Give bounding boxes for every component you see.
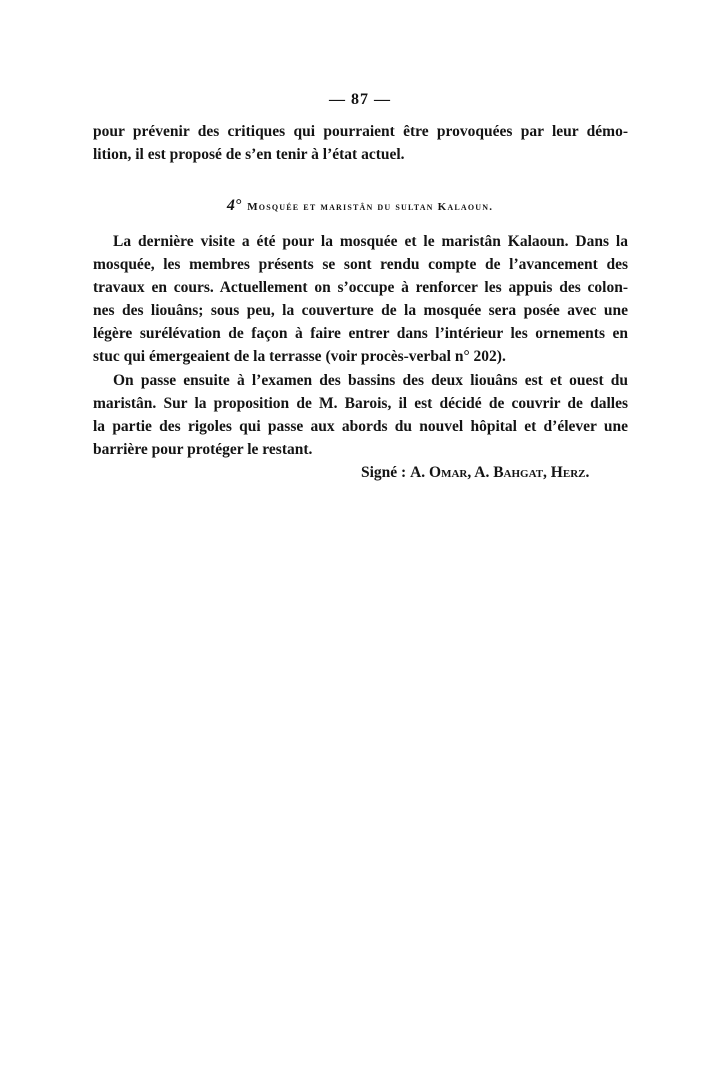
text-line: nes des liouâns; sous peu, la couverture de la mosquée sera posée avec une — [93, 302, 628, 319]
text-line: lition, il est proposé de s’en tenir à l’état actuel. — [93, 146, 405, 163]
text-line: la partie des rigoles qui passe aux abords du nouvel hôpital et d’élever une — [93, 418, 628, 435]
section-heading — [0, 197, 720, 215]
text-line: On passe ensuite à l’examen des bassins des deux liouâns est et ouest du — [113, 372, 628, 389]
text-line: légère surélévation de façon à faire entrer dans l’intérieur les ornements en — [93, 325, 628, 342]
text-line: stuc qui émergeaient de la terrasse (voir procès-verbal n° 202). — [93, 348, 506, 365]
section-number: 4° — [226, 197, 242, 214]
text-line: maristân. Sur la proposition de M. Barois, il est décidé de couvrir de dalles — [93, 395, 628, 412]
text-line: barrière pour protéger le restant. — [93, 441, 313, 458]
signature-names: A. Omar, A. Bahgat, Herz. — [410, 464, 590, 481]
signature-label: Signé : — [361, 464, 407, 481]
section-title: Mosquée et maristân du sultan Kalaoun. — [247, 201, 494, 213]
text-line: travaux en cours. Actuellement on s’occupe à renforcer les appuis des colon- — [93, 279, 628, 296]
signature — [361, 464, 589, 482]
text-line: mosquée, les membres présents se sont rendu compte de l’avancement des — [93, 256, 628, 273]
page-number: — 87 — — [329, 91, 391, 108]
text-line: pour prévenir des critiques qui pourraient être provoquées par leur démo- — [93, 123, 628, 140]
text-line: La dernière visite a été pour la mosquée et le maristân Kalaoun. Dans la — [113, 233, 628, 250]
